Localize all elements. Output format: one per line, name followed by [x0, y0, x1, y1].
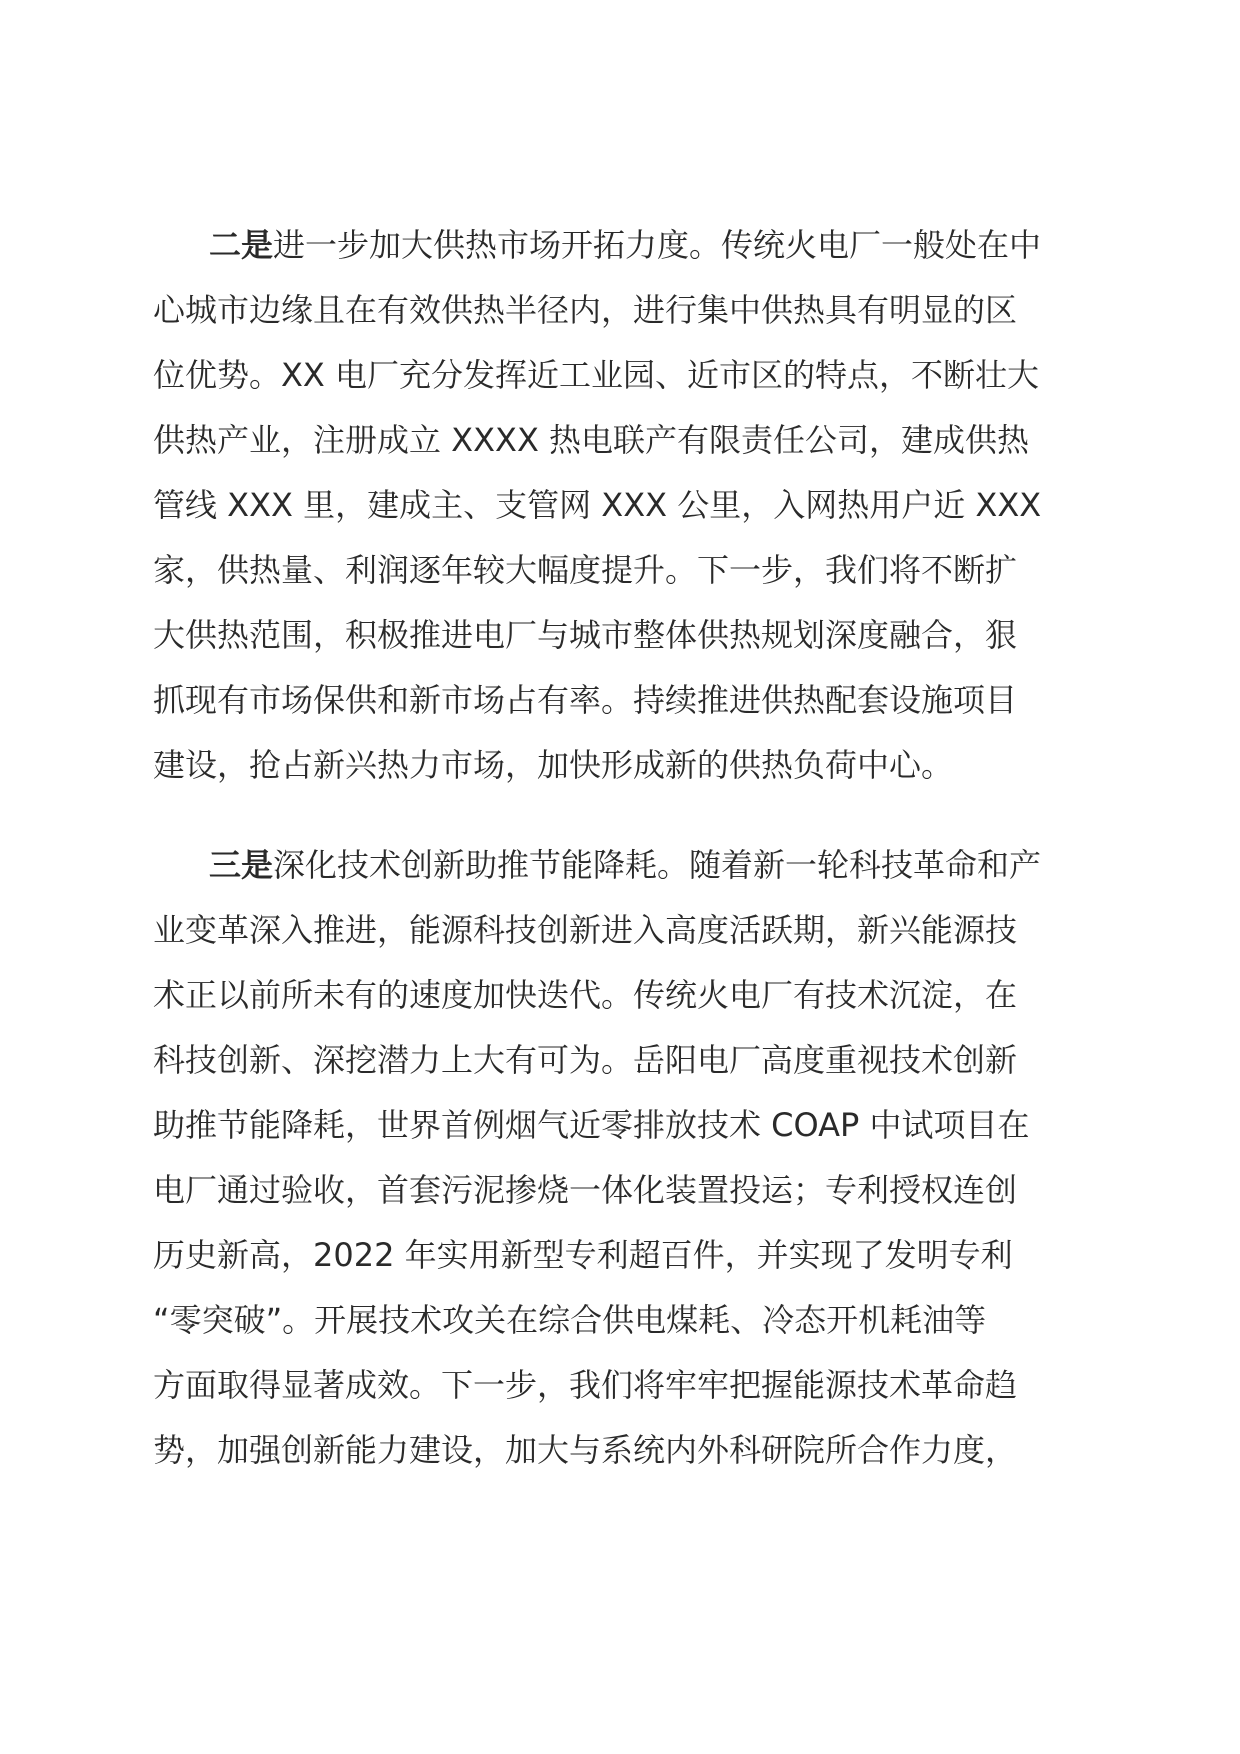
paragraph-line: 科技创新、深挖潜力上大有可为。岳阳电厂高度重视技术创新 — [153, 1041, 1018, 1079]
paragraph-line: 管线 XXX 里，建成主、支管网 XXX 公里，入网热用户近 XXX — [153, 486, 1042, 524]
paragraph-line: 大供热范围，积极推进电厂与城市整体供热规划深度融合，狠 — [153, 616, 1018, 654]
paragraph-line: 供热产业，注册成立 XXXX 热电联产有限责任公司，建成供热 — [153, 421, 1030, 459]
paragraph-heat-supply-market — [153, 213, 1088, 798]
paragraph-line: 电厂通过验收，首套污泥掺烧一体化装置投运；专利授权连创 — [153, 1171, 1018, 1209]
paragraph-line-text: 进一步加大供热市场开拓力度。传统火电厂一般处在中 — [273, 226, 1042, 264]
paragraph-line: 历史新高，2022 年实用新型专利超百件，并实现了发明专利 — [153, 1236, 1013, 1274]
paragraph-line: 方面取得显著成效。下一步，我们将牢牢把握能源技术革命趋 — [153, 1366, 1018, 1404]
paragraph-line: 心城市边缘且在有效供热半径内，进行集中供热具有明显的区 — [153, 291, 1018, 329]
paragraph-line: “零突破”。开展技术攻关在综合供电煤耗、冷态开机耗油等 — [153, 1301, 987, 1339]
paragraph-line: 抓现有市场保供和新市场占有率。持续推进供热配套设施项目 — [153, 681, 1018, 719]
paragraph-line: 家，供热量、利润逐年较大幅度提升。下一步，我们将不断扩 — [153, 551, 1018, 589]
paragraph-line: 位优势。XX 电厂充分发挥近工业园、近市区的特点，不断壮大 — [153, 356, 1040, 394]
paragraph-line-text: 深化技术创新助推节能降耗。随着新一轮科技革命和产 — [273, 846, 1042, 884]
paragraph-line: 业变革深入推进，能源科技创新进入高度活跃期，新兴能源技 — [153, 911, 1018, 949]
paragraph-first-line — [153, 833, 1088, 898]
paragraph-line: 术正以前所未有的速度加快迭代。传统火电厂有技术沉淀，在 — [153, 976, 1018, 1014]
paragraph-first-line — [153, 213, 1088, 278]
paragraph-lead-label: 三是 — [209, 846, 274, 884]
paragraph-lead-label: 二是 — [209, 226, 274, 264]
paragraph-line: 势，加强创新能力建设，加大与系统内外科研院所合作力度， — [153, 1431, 1018, 1469]
paragraph-tech-innovation — [153, 833, 1088, 1483]
paragraph-line: 助推节能降耗，世界首例烟气近零排放技术 COAP 中试项目在 — [153, 1106, 1030, 1144]
paragraph-line: 建设，抢占新兴热力市场，加快形成新的供热负荷中心。 — [153, 746, 954, 784]
